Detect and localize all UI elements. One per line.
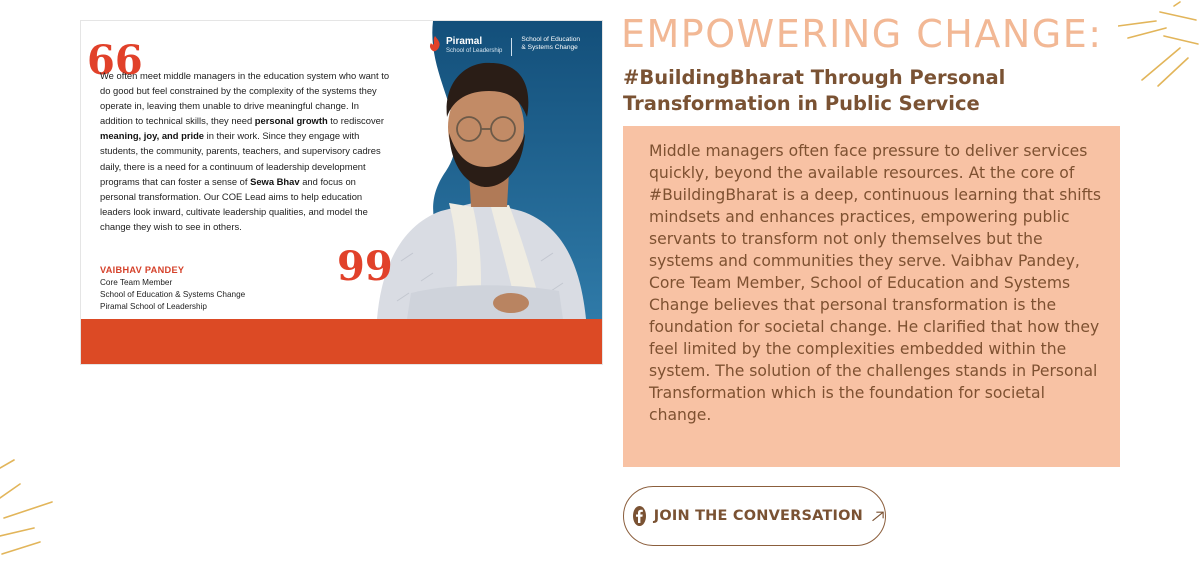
sparkle-top-right-icon: [1118, 0, 1200, 90]
logo-school-line1: School of Education: [521, 36, 581, 43]
quote-bold-pride: pride: [181, 130, 205, 142]
article-body-box: [623, 126, 1120, 467]
page-subheading: #BuildingBharat Through Personal Transformation in Public Service: [623, 66, 1006, 115]
sparkle-bottom-left-icon: [0, 458, 60, 563]
arrow-up-right-icon: [871, 507, 885, 525]
logo-school-block: [521, 36, 580, 52]
quote-close-mark: 99: [337, 243, 393, 290]
quote-bold-meaning: meaning, joy, and: [100, 130, 179, 142]
quote-card: [80, 20, 603, 365]
quote-part: and focus on personal transformation. Our COE Lead aims to help education leaders look inward, cultivate leadership qualities, and model the change they wish to see in others.: [100, 175, 368, 232]
logo-brand-block: [446, 36, 502, 55]
logo-subtitle: School of Leadership: [446, 48, 503, 54]
article-body-text: Middle managers often face pressure to deliver services quickly, beyond the available resources. At the core of #BuildingBharat is a deep, continuous learning that shifts mindsets and enhances practices, empowering public servants to transform not only themselves but the systems and communities they serve. Vaibhav Pandey, Core Team Member, School of Education and Systems Change believes that personal transformation is the foundation for societal change. He clarified that how they feel limited by the complexities embedded within the system. The solution of the challenges stands in Personal Transformation which is the foundation for societal change.: [649, 142, 1102, 424]
quote-part: in their work. Since they engage with students, the community, parents, teachers, and supervisory cadres daily, there is a need for a continuum of leadership development programs that can foster a sense of: [100, 130, 381, 187]
quote-author-role: Core Team Member: [100, 278, 173, 287]
quote-bold-sewa-bhav: Sewa Bhav: [250, 175, 300, 187]
join-conversation-label: JOIN THE CONVERSATION: [653, 508, 863, 524]
join-conversation-button[interactable]: [623, 486, 886, 546]
logo-brand: Piramal: [446, 36, 483, 47]
quote-open-mark: 66: [87, 37, 143, 84]
card-accent-band: [81, 319, 603, 365]
facebook-icon: [633, 506, 646, 526]
quote-author-name: VAIBHAV PANDEY: [100, 265, 185, 275]
logo-school-line2: & Systems Change: [521, 44, 578, 51]
flame-logo-icon: [429, 36, 441, 52]
logo-divider: [511, 38, 512, 56]
piramal-logo: [429, 36, 580, 56]
page-headline: EMPOWERING CHANGE:: [621, 12, 1103, 56]
quote-text: [100, 68, 390, 234]
quote-bold-personal-growth: personal growth: [254, 115, 328, 127]
quote-author-org: Piramal School of Leadership: [100, 302, 207, 311]
quote-author-school: School of Education & Systems Change: [100, 290, 246, 299]
quote-part: to rediscover: [327, 115, 384, 127]
quote-part: We often meet middle managers in the education system who want to do good but feel constrained by the complexity of the systems they operate in, leaving them unable to drive meaningful change. In addition to technical skills, they need: [100, 70, 390, 127]
